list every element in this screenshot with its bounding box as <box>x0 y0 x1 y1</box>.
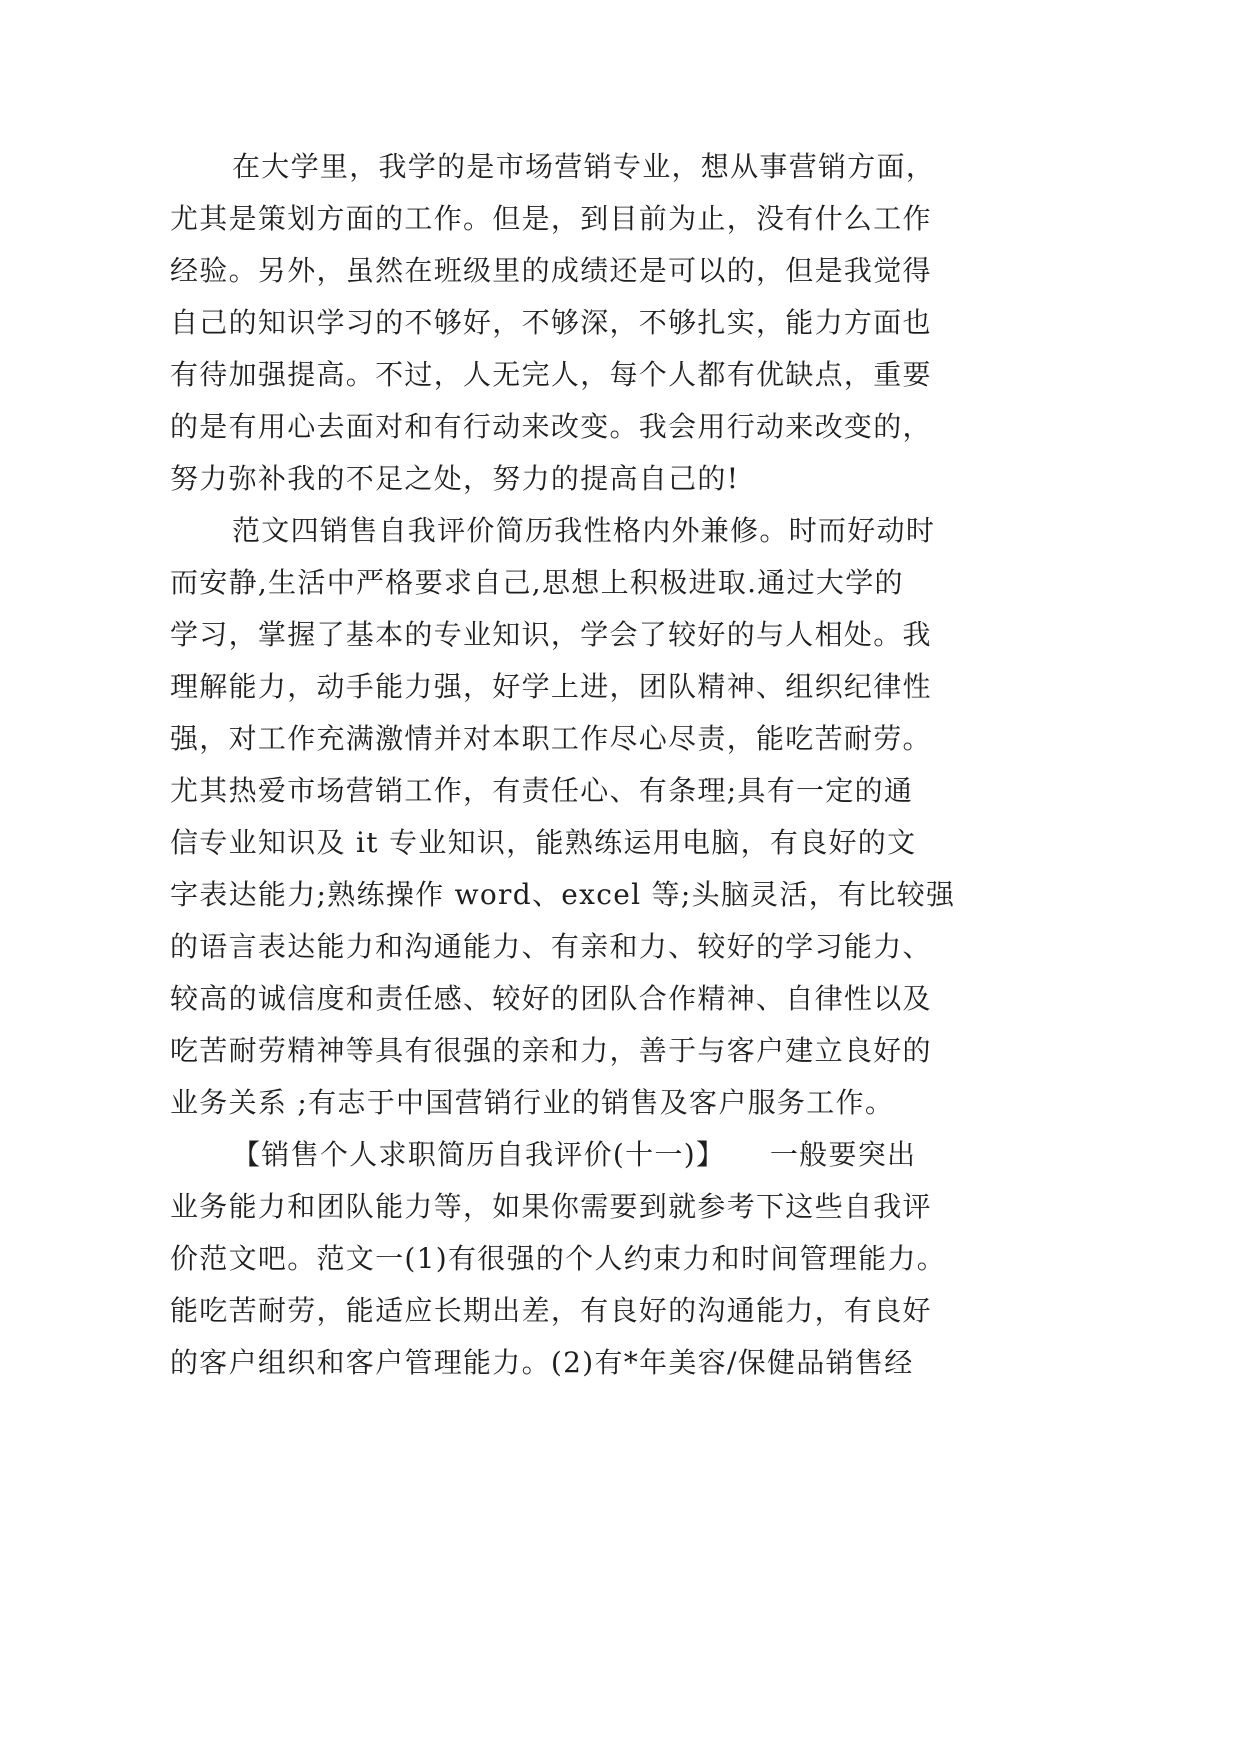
text-line: 理解能力，动手能力强，好学上进，团队精神、组织纪律性 <box>170 670 932 703</box>
text-line: 自己的知识学习的不够好，不够深，不够扎实，能力方面也 <box>170 306 932 339</box>
text-line: 有待加强提高。不过，人无完人，每个人都有优缺点，重要 <box>170 358 932 391</box>
text-line: 业务关系 ;有志于中国营销行业的销售及客户服务工作。 <box>170 1086 895 1119</box>
text-line: 范文四销售自我评价简历我性格内外兼修。时而好动时 <box>232 514 936 547</box>
text-line: 字表达能力;熟练操作 word、excel 等;头脑灵活，有比较强 <box>170 878 956 911</box>
text-line: 业务能力和团队能力等，如果你需要到就参考下这些自我评 <box>170 1190 932 1223</box>
paragraph <box>170 1129 970 1389</box>
text-line: 强，对工作充满激情并对本职工作尽心尽责，能吃苦耐劳。 <box>170 722 932 755</box>
text-line: 【销售个人求职简历自我评价(十一)】 一般要突出 <box>232 1138 917 1171</box>
paragraph <box>170 141 970 505</box>
text-line: 信专业知识及 it 专业知识，能熟练运用电脑，有良好的文 <box>170 826 917 859</box>
text-line: 的语言表达能力和沟通能力、有亲和力、较好的学习能力、 <box>170 930 932 963</box>
text-line: 学习，掌握了基本的专业知识，学会了较好的与人相处。我 <box>170 618 932 651</box>
text-line: 能吃苦耐劳，能适应长期出差，有良好的沟通能力，有良好 <box>170 1294 932 1327</box>
text-line: 较高的诚信度和责任感、较好的团队合作精神、自律性以及 <box>170 982 932 1015</box>
text-line: 尤其热爱市场营销工作，有责任心、有条理;具有一定的通 <box>170 774 914 807</box>
text-line: 的是有用心去面对和有行动来改变。我会用行动来改变的， <box>170 410 932 443</box>
text-line: 经验。另外，虽然在班级里的成绩还是可以的，但是我觉得 <box>170 254 932 287</box>
text-line: 吃苦耐劳精神等具有很强的亲和力，善于与客户建立良好的 <box>170 1034 932 1067</box>
paragraph <box>170 505 970 1129</box>
text-line: 努力弥补我的不足之处，努力的提高自己的! <box>170 462 740 495</box>
text-line: 在大学里，我学的是市场营销专业，想从事营销方面， <box>232 150 936 183</box>
text-line: 的客户组织和客户管理能力。(2)有*年美容/保健品销售经 <box>170 1346 914 1379</box>
text-line: 尤其是策划方面的工作。但是，到目前为止，没有什么工作 <box>170 202 932 235</box>
text-line: 价范文吧。范文一(1)有很强的个人约束力和时间管理能力。 <box>170 1242 947 1275</box>
text-line: 而安静,生活中严格要求自己,思想上积极进取.通过大学的 <box>170 566 904 599</box>
document-body <box>170 141 970 1389</box>
